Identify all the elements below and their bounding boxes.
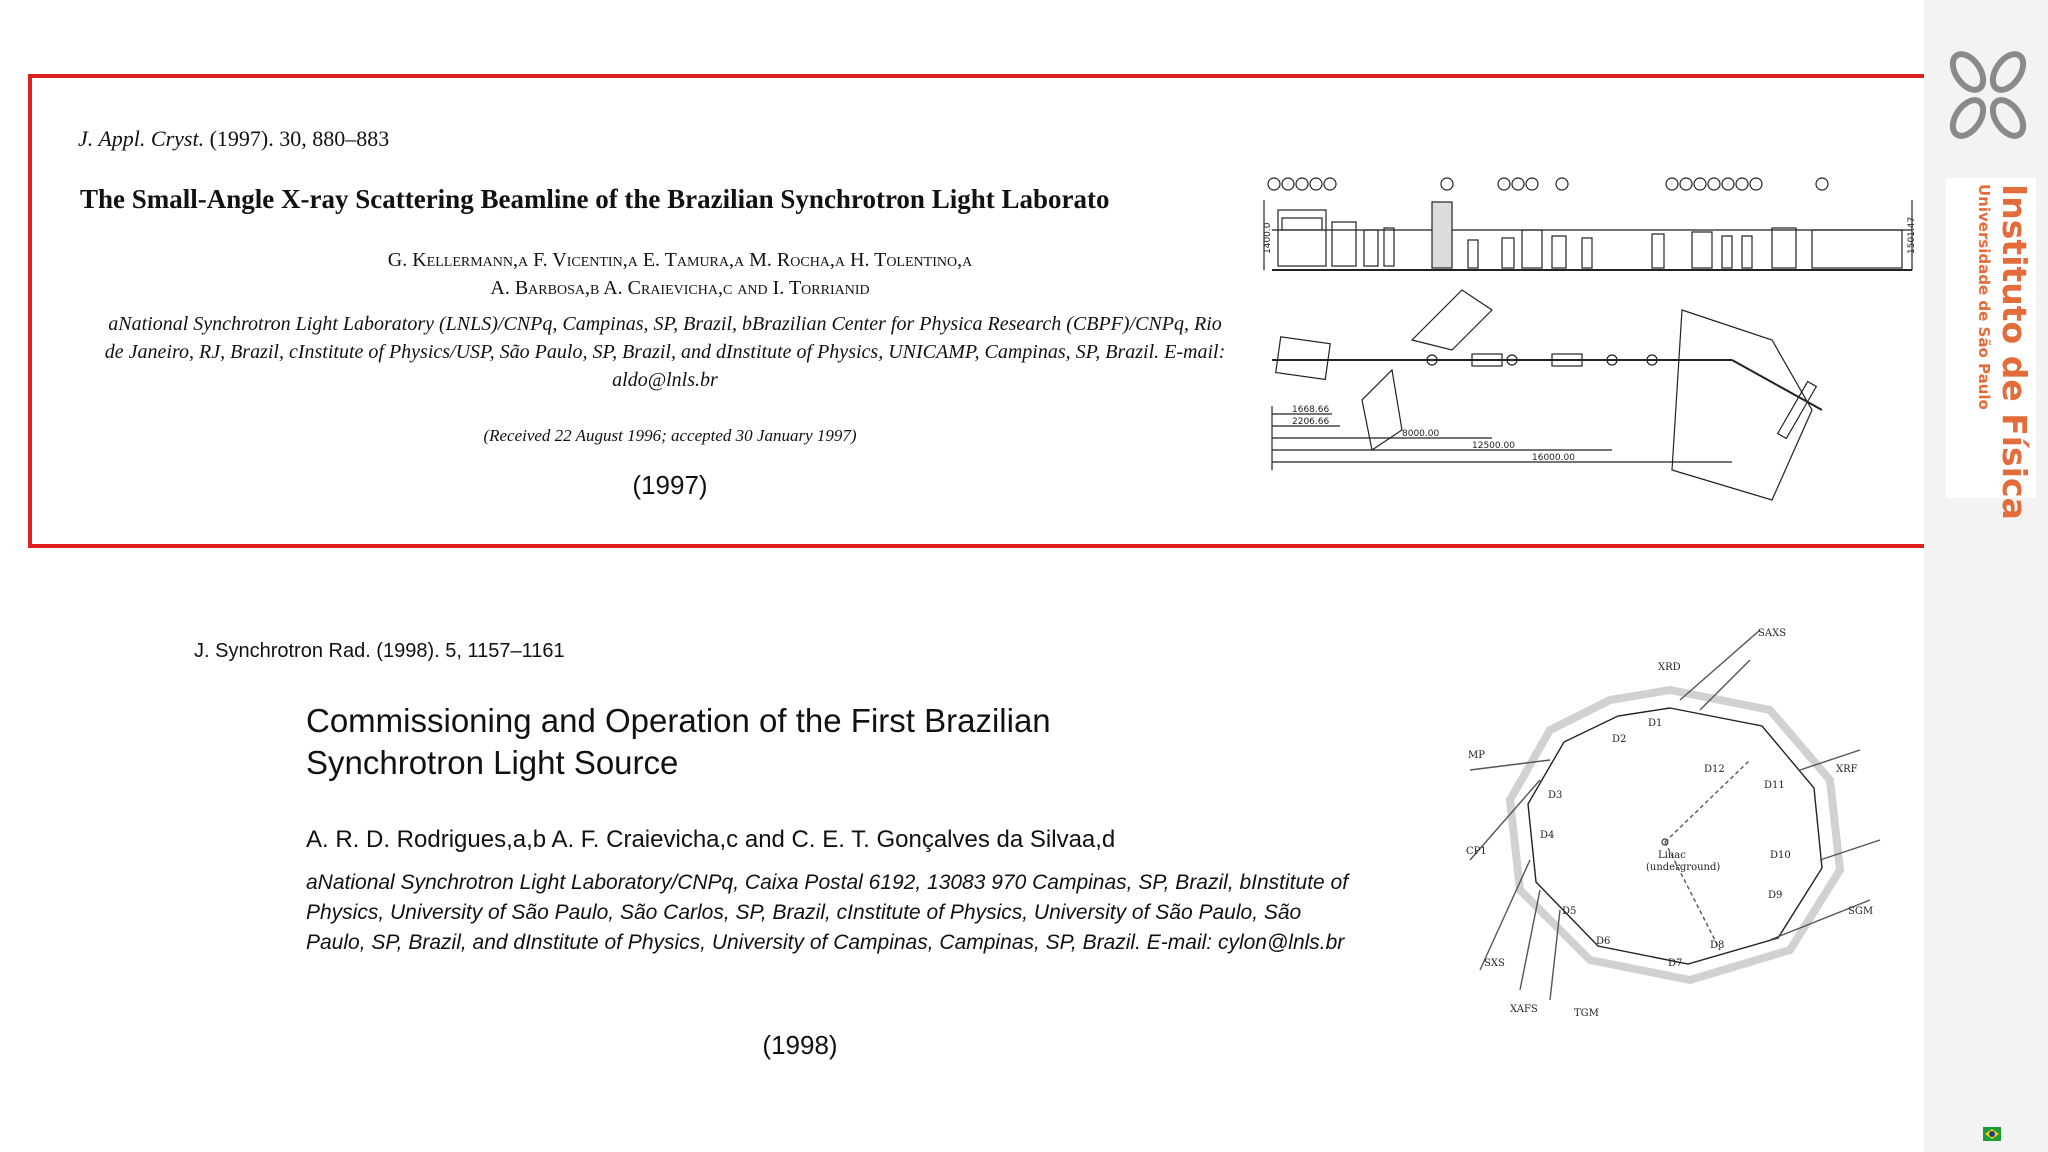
caption-1998: (1998) [762,1030,838,1060]
paper-1997-authors-line1: G. Kellermann,a F. Vicentin,a E. Tamura,a M. Rocha,a H. Tolentino,a [387,249,973,271]
label-linac-note: (underground) [1646,862,1721,873]
paper-1998-title [306,700,1206,784]
paper-1998-title-line2: Synchrotron Light Source [306,744,679,781]
label-d8: D8 [1710,940,1725,951]
paper-1997-authors [200,246,1160,302]
label-mp: MP [1468,750,1485,761]
label-sgm: SGM [1848,906,1874,917]
label-d9: D9 [1768,890,1783,901]
dim-1400: 1400.0 [1263,222,1273,254]
label-d3: D3 [1548,790,1563,801]
paper-1998-title-line1: Commissioning and Operation of the First Brazilian [306,702,1051,739]
saxs-beamline-diagram [1252,170,1924,518]
label-xrf: XRF [1836,764,1858,775]
storage-ring-diagram [1440,620,1900,1030]
label-d7: D7 [1668,958,1683,969]
paper-1997-title: The Small-Angle X-ray Scattering Beamline of the Brazilian Synchrotron Light Laborato [80,184,1110,214]
label-d2: D2 [1612,734,1627,745]
label-cp1: CP1 [1466,846,1487,857]
label-sxs: SXS [1484,958,1505,969]
label-tgm: TGM [1574,1008,1599,1019]
brazil-flag-icon [1982,1124,2002,1144]
paper-1998-citation: J. Synchrotron Rad. (1998). 5, 1157–1161 [194,640,565,662]
paper-1998-affiliation: aNational Synchrotron Light Laboratory/CNPq, Caixa Postal 6192, 13083 970 Campinas, SP, Brazil, bInstitute of Physics, University of São Paulo, São Carlos, SP, Brazil, cInstitute of Physics, University of São Paulo, São Paulo, SP, Brazil, and dInstitute of Physics, University of Campinas, Campinas, SP, Brazil. E-mail: cylon@lnls.br [306,871,1349,954]
paper-1998-authors: A. R. D. Rodrigues,a,b A. F. Craievicha,c and C. E. T. Gonçalves da Silvaa,d [306,826,1116,853]
paper-1997-citation: J. Appl. Cryst. (1997). 30, 880–883 [78,126,390,151]
dim-2206: 2206.66 [1292,417,1330,427]
institute-logo-icon [1938,40,2038,150]
label-d11: D11 [1764,780,1785,791]
dim-8000: 8000.00 [1402,429,1440,439]
dim-1668: 1668.66 [1292,405,1330,415]
paper-1997-authors-line2: A. Barbosa,b A. Craievicha,c and I. Torrianid [490,277,870,299]
paper-1997-affiliation: aNational Synchrotron Light Laboratory (LNLS)/CNPq, Campinas, SP, Brazil, bBrazilian Center for Physica Research (CBPF)/CNPq, Rio de Janeiro, RJ, Brazil, cInstitute of Physics/USP, São Paulo, SP, Brazil, and dInstitute of Physics, UNICAMP, Campinas, SP, Brazil. E-mail: aldo@lnls.br [104,313,1226,391]
label-d5: D5 [1562,906,1577,917]
institute-name: Instituto de Física [1995,184,2034,520]
institute-name-panel [1946,178,2036,520]
label-linac: Linac [1658,850,1686,861]
institute-sidebar [1924,0,2048,1152]
dim-16000: 16000.00 [1532,453,1575,463]
university-name: Universidade de São Paulo [1975,184,1993,410]
label-saxs: SAXS [1758,628,1787,639]
label-d6: D6 [1596,936,1611,947]
label-d12: D12 [1704,764,1725,775]
label-xrd: XRD [1658,662,1681,673]
label-xafs: XAFS [1510,1004,1538,1015]
label-d1: D1 [1648,718,1663,729]
dim-1501: 1501.47 [1907,216,1917,254]
label-d4: D4 [1540,830,1555,841]
caption-1997: (1997) [632,470,708,500]
dim-12500: 12500.00 [1472,441,1515,451]
paper-1997-received: (Received 22 August 1996; accepted 30 January 1997) [483,426,857,445]
label-d10: D10 [1770,850,1791,861]
paper-1997-year-pages: (1997). 30, 880–883 [209,126,390,151]
